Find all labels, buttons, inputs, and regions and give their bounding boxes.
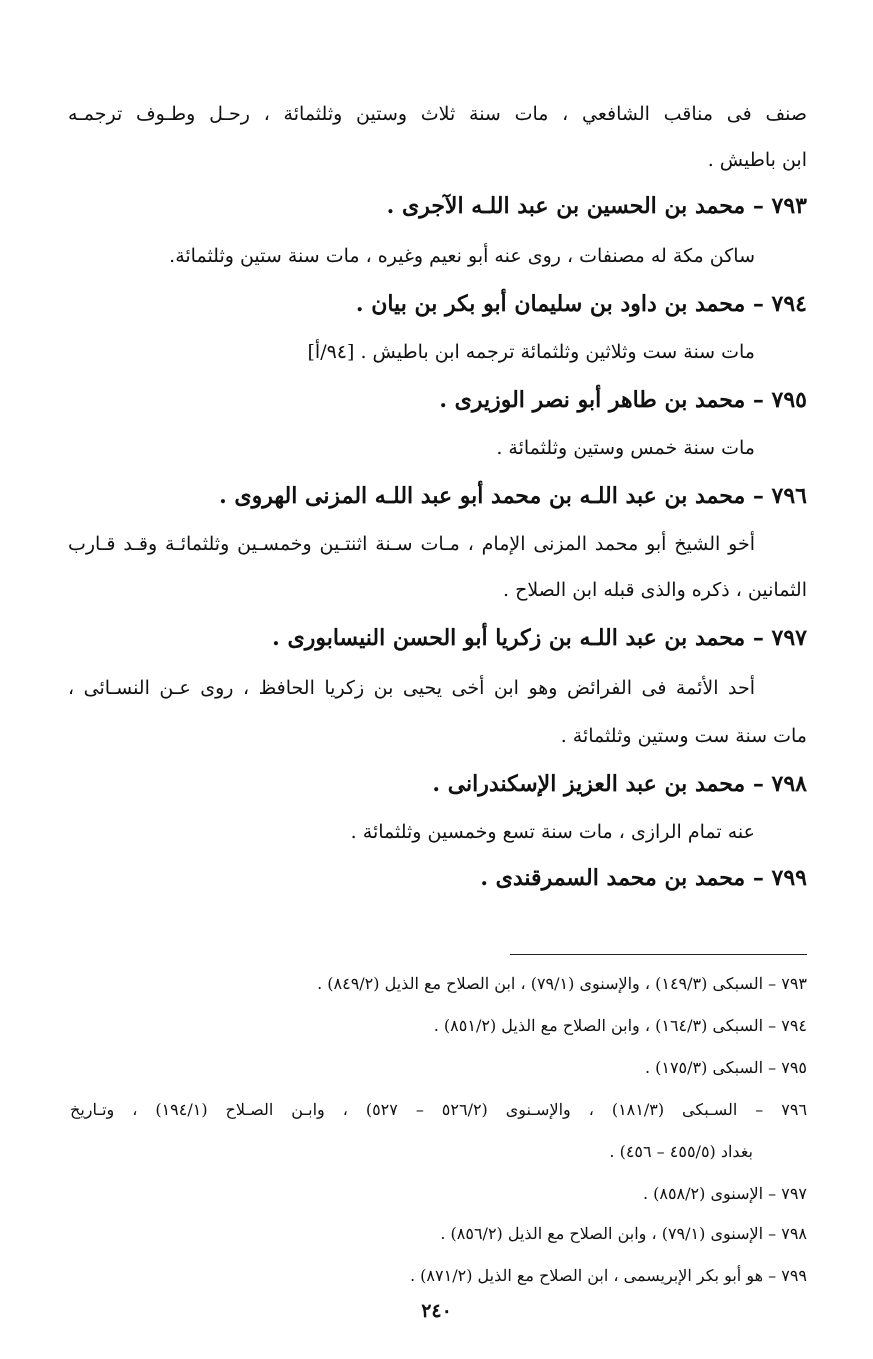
- entry-heading-796: ٧٩٦ – محمد بن عبد اللـه بن محمد أبو عبد اللـه المزنى الهروى .: [219, 483, 807, 509]
- intro-line-2: ابن باطيش .: [707, 149, 807, 171]
- footnote-793: ٧٩٣ – السبكى (١٤٩/٣) ، والإسنوى (٧٩/١) ، ابن الصلاح مع الذيل (٨٤٩/٢) .: [317, 974, 807, 993]
- entry-body-796-line-1: أخو الشيخ أبو محمد المزنى الإمام ، مـات سـنة اثنتـين وخمسـين وثلثمائـة وقـد قـارب: [68, 533, 755, 555]
- footnote-796-line-1: ٧٩٦ – السـبكى (١٨١/٣) ، والإسـنوى (٥٢٦/٢ – ٥٢٧) ، وابـن الصـلاح (١٩٤/١) ، وتـاريخ: [70, 1100, 808, 1119]
- entry-heading-795: ٧٩٥ – محمد بن طاهر أبو نصر الوزيرى .: [439, 387, 807, 413]
- entry-heading-798: ٧٩٨ – محمد بن عبد العزيز الإسكندرانى .: [432, 771, 807, 797]
- entry-body-795: مات سنة خمس وستين وثلثمائة .: [496, 437, 755, 459]
- entry-body-798: عنه تمام الرازى ، مات سنة تسع وخمسين وثلثمائة .: [350, 821, 755, 843]
- entry-body-797-line-1: أحد الأئمة فى الفرائض وهو ابن أخى يحيى بن زكريا الحافظ ، روى عـن النسـائى ،: [68, 677, 755, 699]
- footnote-795: ٧٩٥ – السبكى (١٧٥/٣) .: [644, 1058, 807, 1077]
- footnote-797: ٧٩٧ – الإسنوى (٨٥٨/٢) .: [642, 1184, 807, 1203]
- footnote-separator: [510, 954, 807, 955]
- page-number: ٢٤٠: [421, 1300, 452, 1322]
- entry-body-794: مات سنة ست وثلاثين وثلثمائة ترجمه ابن باطيش . [٩٤/أ]: [307, 341, 755, 363]
- intro-line-1: صنف فى مناقب الشافعي ، مات سنة ثلاث وستين وثلثمائة ، رحـل وطـوف ترجمـه: [68, 103, 807, 125]
- footnote-799: ٧٩٩ – هو أبو بكر الإبريسمى ، ابن الصلاح مع الذيل (٨٧١/٢) .: [410, 1266, 807, 1285]
- entry-body-793: ساكن مكة له مصنفات ، روى عنه أبو نعيم وغيره ، مات سنة ستين وثلثمائة.: [169, 245, 755, 267]
- entry-heading-797: ٧٩٧ – محمد بن عبد اللـه بن زكريا أبو الحسن النيسابورى .: [272, 625, 807, 651]
- footnote-796-line-2: بغداد (٤٥٥/٥ – ٤٥٦) .: [609, 1142, 753, 1161]
- entry-body-796-line-2: الثمانين ، ذكره والذى قبله ابن الصلاح .: [502, 579, 807, 601]
- entry-heading-794: ٧٩٤ – محمد بن داود بن سليمان أبو بكر بن بيان .: [355, 291, 807, 317]
- entry-body-797-line-2: مات سنة ست وستين وثلثمائة .: [560, 725, 807, 747]
- entry-heading-793: ٧٩٣ – محمد بن الحسين بن عبد اللـه الآجرى .: [386, 193, 807, 219]
- entry-heading-799: ٧٩٩ – محمد بن محمد السمرقندى .: [480, 865, 807, 891]
- footnote-798: ٧٩٨ – الإسنوى (٧٩/١) ، وابن الصلاح مع الذيل (٨٥٦/٢) .: [440, 1224, 807, 1243]
- footnote-794: ٧٩٤ – السبكى (١٦٤/٣) ، وابن الصلاح مع الذيل (٨٥١/٢) .: [433, 1016, 807, 1035]
